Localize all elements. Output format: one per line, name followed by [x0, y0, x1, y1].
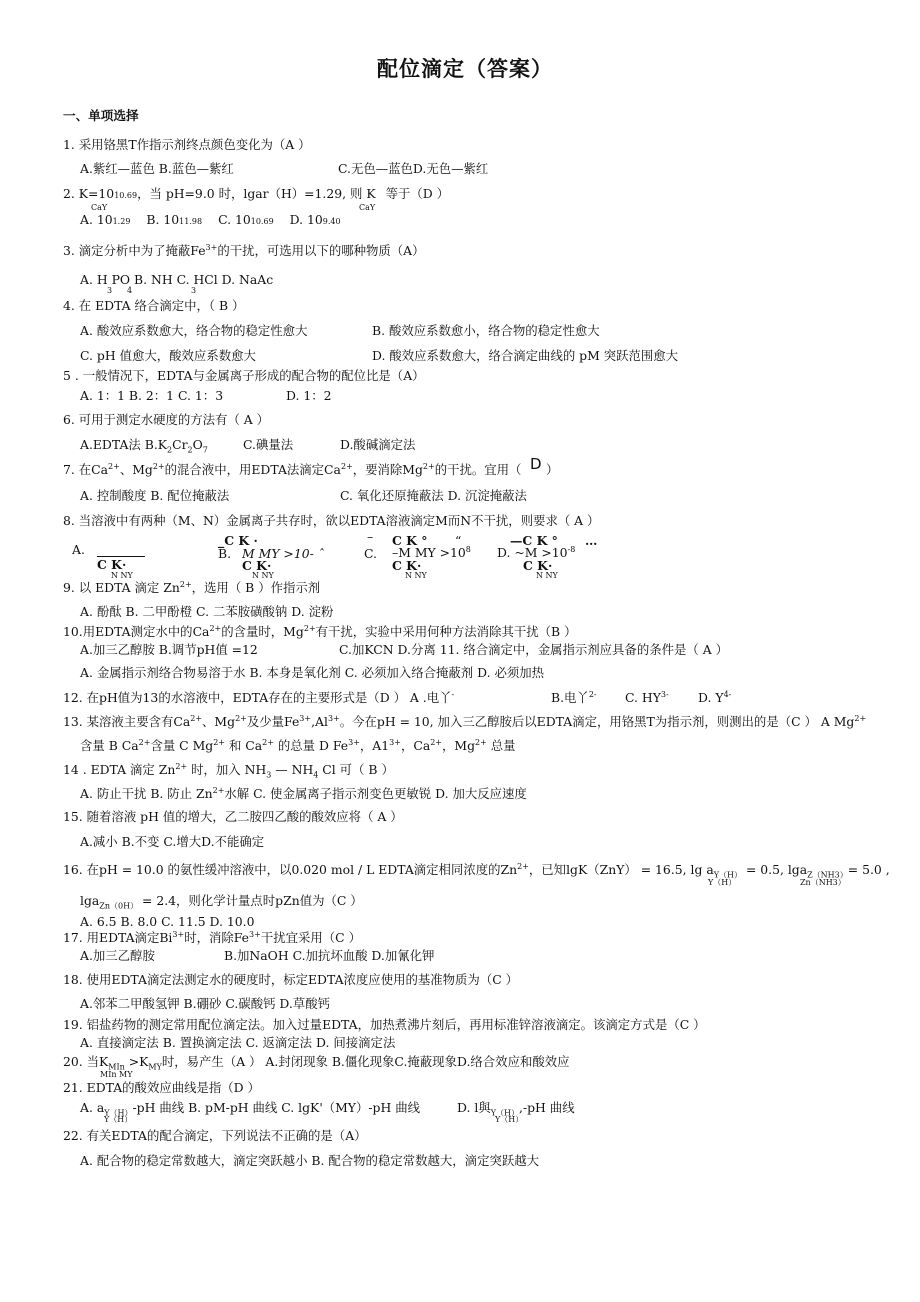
q8-option-c-label: C.	[364, 546, 377, 561]
q1-options-a: A.紫红—蓝色 B.蓝色—紫红	[80, 161, 234, 176]
q15-options: A.减小 B.不变 C.增大D.不能确定	[80, 834, 265, 849]
q8-option-a-label: A.	[72, 542, 85, 557]
page-title: 配位滴定（答案）	[377, 56, 553, 81]
q8-option-d-dots: …	[585, 533, 598, 548]
q16-line2: lga$_{Zn(0H)}$ = 2.4，则化学计量点时pZn值为（C ）	[80, 893, 363, 911]
q17-options-a: A.加三乙醇胺	[80, 948, 155, 963]
q13-line1: 13. 某溶液主要含有$Ca^{2+}$、$Mg^{2+}$及少量$Fe^{3+},Al^{3+}$。今在pH = 10, 加入三乙醇胺后以EDTA滴定，用铬黑T为指示剂，则测出的是（C ） A $Mg^{2+}$	[63, 714, 867, 730]
q8-option-c-expression: –M MY $>10^8$	[392, 545, 471, 561]
q21-options-a: A. $a_{Y(H)}-pH$ 曲线 B. pM-pH 曲线 C. lgK'（MY）-pH 曲线	[80, 1100, 421, 1118]
q10-stem: 10.用EDTA测定水中的$Ca^{2+}$的含量时，$Mg^{2+}$有干扰，实验中采用何种方法消除其干扰（B ）	[63, 624, 577, 640]
q20-stem: 20. 当$K_{MIn} >K_{MY}$时，易产生（A ） A.封闭现象 B.僵化现象C.掩蔽现象D.络合效应和酸效应	[63, 1054, 570, 1072]
q12-option-d: D. $Y^{4-}$	[698, 690, 732, 706]
q9-options: A. 酚酞 B. 二甲酚橙 C. 二苯胺磺酸钠 D. 淀粉	[80, 604, 334, 619]
q8-option-b-numerator: _C K ·	[218, 533, 258, 548]
q8-option-b-sub: N NY	[252, 571, 274, 580]
q3-sub-2: 4	[127, 286, 133, 295]
q3-stem: 3. 滴定分析中为了掩蔽$Fe^{3+}$的干扰，可选用以下的哪种物质（A）	[63, 243, 425, 259]
q7-answer: D	[530, 455, 542, 473]
q5-options-a: A. 1：1 B. 2：1 C. 1：3	[80, 388, 224, 403]
q13-line2: 含量 B $Ca^{2+}$含量 C $Mg^{2+}$ 和 $Ca^{2+}$ 的总量 D $Fe^{3+}$，$A1^{3+}$，$Ca^{2+}$，$Mg^{2+}$ 总量	[80, 738, 516, 754]
q10-options-b-and-q11: C.加KCN D.分离 11. 络合滴定中，金属指示剂应具备的条件是（ A ）	[339, 642, 728, 657]
q8-stem: 8. 当溶液中有两种（M、N）金属离子共存时，欲以EDTA溶液滴定M而N不干扰，则要求（ A ）	[63, 513, 600, 528]
q19-options: A. 直接滴定法 B. 置换滴定法 C. 返滴定法 D. 间接滴定法	[80, 1035, 396, 1050]
q8-option-d-numerator: —C K °	[510, 533, 558, 548]
q4-option-a: A. 酸效应系数愈大，络合物的稳定性愈大	[80, 323, 308, 338]
q8-option-c-numerator: C K °	[392, 533, 428, 548]
q4-option-d: D. 酸效应系数愈大，络合滴定曲线的 pM 突跃范围愈大	[372, 348, 679, 363]
q21-options-d: D. l與$_{Y(H)}$,-pH 曲线	[457, 1100, 575, 1118]
q8-option-c-mark: –	[367, 529, 374, 544]
q4-option-c: C. pH 值愈大，酸效应系数愈大	[80, 348, 256, 363]
q3-sub-1: 3	[107, 286, 113, 295]
q3-options: A. H PO B. NH C. HCl D. NaAc	[80, 272, 274, 287]
q1-options-b: C.无色—蓝色D.无色—紫红	[338, 161, 489, 176]
section-heading: 一、单项选择	[63, 108, 139, 123]
q10-options-a: A.加三乙醇胺 B.调节pH值 =12	[80, 642, 258, 657]
q2-options: A. 101.29 B. 1011.98 C. 1010.69 D. 109.40	[80, 212, 341, 227]
q5-stem: 5 . 一般情况下，EDTA与金属离子形成的配合物的配位比是（A）	[63, 368, 425, 383]
q21-stem: 21. EDTA的酸效应曲线是指（D ）	[63, 1080, 260, 1095]
q2-subscript-1: CaY	[91, 203, 108, 212]
q9-stem: 9. 以 EDTA 滴定 $Zn^{2+}$，选用（ B ）作指示剂	[63, 580, 321, 596]
q2-subscript-2: CaY	[359, 203, 376, 212]
q18-options: A.邻苯二甲酸氢钾 B.硼砂 C.碳酸钙 D.草酸钙	[80, 996, 331, 1011]
q16-options: A. 6.5 B. 8.0 C. 11.5 D. 10.0	[80, 914, 255, 929]
q4-stem: 4. 在 EDTA 络合滴定中，（ B ）	[63, 298, 245, 313]
q16-subscript-below-2: Zn（NH3）	[800, 878, 846, 887]
q8-option-d-sub: N NY	[536, 571, 558, 580]
q14-options: A. 防止干扰 B. 防止 $Zn^{2+}$水解 C. 使金属离子指示剂变色更敏锐 D. 加大反应速度	[80, 786, 527, 802]
q7-options-a: A. 控制酸度 B. 配位掩蔽法	[80, 488, 230, 503]
q12-stem: 12. 在pH值为13的水溶液中，EDTA存在的主要形式是（D ） A .电丫-	[63, 690, 455, 706]
q8-option-c-denominator: C K·	[392, 558, 422, 573]
q2-stem: 2. K=1010.69，当 pH=9.0 时，lgar（H）=1.29, 则 K 等于（D ）	[63, 186, 450, 201]
q14-stem: 14 . EDTA 滴定 $Zn^{2+}$ 时，加入 $NH_3$ — $NH_4$ Cl 可（ B ）	[63, 762, 394, 780]
q6-option-d: D.酸碱滴定法	[340, 437, 416, 452]
q8-option-d-expression: D. ~M $>10^{-8}$	[497, 545, 576, 561]
q22-stem: 22. 有关EDTA的配合滴定，下列说法不正确的是（A）	[63, 1128, 367, 1143]
q20-subscript-below: MIn MY	[100, 1070, 133, 1079]
q17-options-b: B.加NaOH C.加抗坏血酸 D.加氰化钾	[224, 948, 435, 963]
q15-stem: 15. 随着溶液 pH 值的增大，乙二胺四乙酸的酸效应将（ A ）	[63, 809, 403, 824]
q21-subscript-below-d: Y（H）	[495, 1115, 524, 1124]
q1-stem: 1. 采用铬黑T作指示剂终点颜色变化为（A ）	[63, 137, 311, 152]
q11-options: A. 金属指示剂络合物易溶于水 B. 本身是氧化剂 C. 必须加入络合掩蔽剂 D. 必须加热	[80, 665, 545, 680]
q3-sub-3: 3	[191, 286, 197, 295]
q6-option-c: C.碘量法	[243, 437, 294, 452]
q18-stem: 18. 使用EDTA滴定法测定水的硬度时，标定EDTA浓度应使用的基准物质为（C ）	[63, 972, 519, 987]
q7-options-b: C. 氧化还原掩蔽法 D. 沉淀掩蔽法	[340, 488, 527, 503]
q6-stem: 6. 可用于测定水硬度的方法有（ A ）	[63, 412, 270, 427]
q7-close-paren: ）	[546, 462, 559, 477]
q8-option-b-denominator: C K·	[242, 558, 272, 573]
q5-options-b: D. 1：2	[286, 388, 332, 403]
q8-option-b-expression: M MY >10- ˆ	[242, 546, 324, 561]
q8-option-a-denominator: C K·	[97, 557, 127, 572]
q8-option-a-sub: N NY	[111, 571, 133, 580]
q16-line1: 16. 在pH = 10.0 的氨性缓冲溶液中，以0.020 mol / L EDTA滴定相同浓度的$Zn^{2+}$，已知lgK（ZnY） = 16.5, $\lg a_{Y(H)} = 0.5$, lga$_{Z(NH3)}$= 5.0 ,	[63, 862, 890, 880]
q12-option-b: B.电丫$^{2-}$	[551, 690, 597, 706]
q21-subscript-below-a: Y（H）	[104, 1115, 133, 1124]
q8-option-c-quote: “	[455, 533, 462, 548]
q7-stem: 7. 在$Ca^{2+}$、$Mg^{2+}$的混合液中，用EDTA法滴定$Ca^{2+}$，要消除$Mg^{2+}$的干扰。宜用（	[63, 462, 522, 478]
q8-option-d-denominator: C K·	[523, 558, 553, 573]
q6-option-ab: A.EDTA法 $B.K_2Cr_2O_7$	[80, 437, 208, 455]
q4-option-b: B. 酸效应系数愈小，络合物的稳定性愈大	[372, 323, 600, 338]
q22-options: A. 配合物的稳定常数越大，滴定突跃越小 B. 配合物的稳定常数越大，滴定突跃越大	[80, 1153, 540, 1168]
q17-stem: 17. 用EDTA滴定$Bi^{3+}$时，消除$Fe^{3+}$干扰宜采用（C ）	[63, 930, 361, 946]
q16-subscript-below-1: Y（H）	[708, 878, 737, 887]
q19-stem: 19. 铝盐药物的测定常用配位滴定法。加入过量EDTA，加热煮沸片刻后，再用标准锌溶液滴定。该滴定方式是（C ）	[63, 1017, 706, 1032]
q8-option-b-label: B.	[218, 546, 232, 561]
q8-option-c-sub: N NY	[405, 571, 427, 580]
q12-option-c: C. $HY^{3-}$	[625, 690, 669, 706]
